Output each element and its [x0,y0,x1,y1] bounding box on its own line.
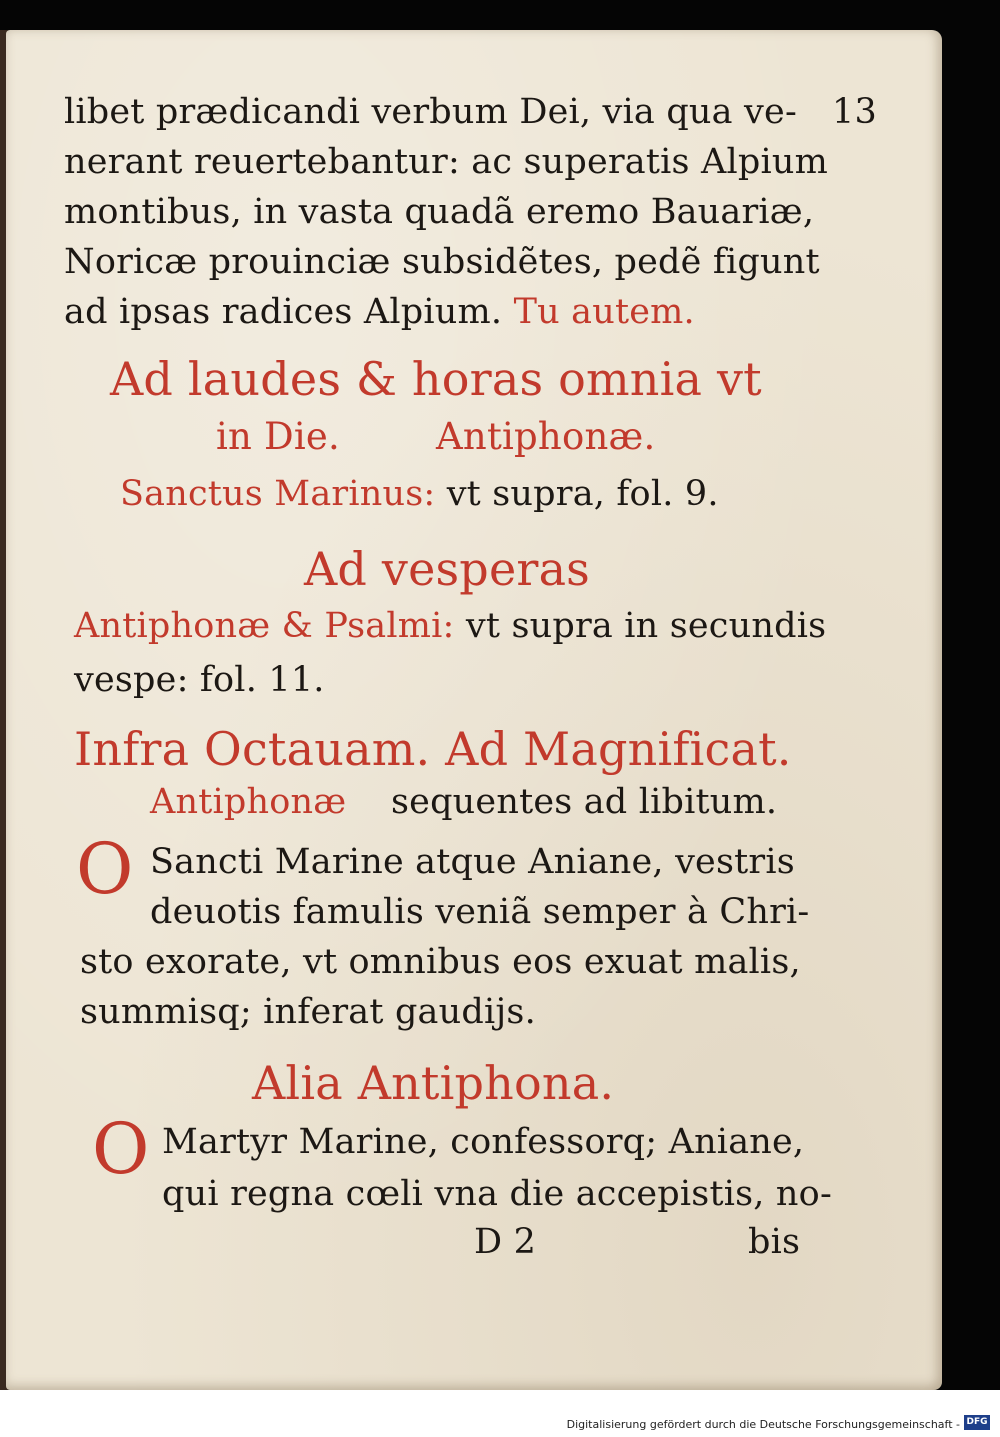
text-line [74,606,826,646]
initial-letter: O [92,1108,150,1190]
text-line: nerant reuertebantur: ac superatis Alpium [64,142,829,182]
text-line: sto exorate, vt omnibus eos exuat malis, [80,942,801,982]
text-line: qui regna cœli vna die accepistis, no- [162,1174,832,1214]
rubric-span: Antiphonæ & Psalmi: [74,606,455,646]
rubric-heading: Ad vesperas [304,542,590,596]
rubric-heading: Infra Octauam. Ad Magnificat. [74,722,792,776]
text-line [120,474,719,514]
text-line: libet prædicandi verbum Dei, via qua ve- [64,92,797,132]
rubric-heading: Ad laudes & horas omnia vt [110,352,762,406]
text-line: vespe: fol. 11. [74,660,325,700]
rubric-span: Tu autem. [513,292,695,332]
rubric-heading: in Die. [216,415,340,458]
text-span: sequentes ad libitum. [391,782,778,822]
text-line [150,782,777,822]
funding-credit: Digitalisierung gefördert durch die Deutsche Forschungsgemeinschaft - [566,1418,960,1431]
text-span: vt supra, fol. 9. [446,474,719,514]
initial-letter: O [76,828,134,910]
text-line: Sancti Marine atque Aniane, vestris [150,842,795,882]
signature-mark: D 2 [474,1222,537,1262]
text-line: Noricæ prouinciæ subsidẽtes, pedẽ figunt [64,242,820,282]
text-line: montibus, in vasta quadã eremo Bauariæ, [64,192,815,232]
text-line: deuotis famulis veniã semper à Chri- [150,892,810,932]
text-line: Martyr Marine, confessorq; Aniane, [162,1122,805,1162]
rubric-heading: Alia Antiphona. [252,1056,615,1110]
rubric-heading: Antiphonæ. [436,415,656,458]
footer-bar [0,1390,1000,1437]
catchword: bis [748,1222,801,1262]
text-line: summisq; inferat gaudijs. [80,992,536,1032]
text-span: ad ipsas radices Alpium. [64,292,503,332]
book-page [6,30,942,1390]
rubric-span: Sanctus Marinus: [120,474,436,514]
text-span: vt supra in secundis [465,606,827,646]
text-line [64,292,695,332]
rubric-span: Antiphonæ [150,782,347,822]
dfg-logo: DFG [964,1415,990,1430]
page-number: 13 [832,92,877,132]
